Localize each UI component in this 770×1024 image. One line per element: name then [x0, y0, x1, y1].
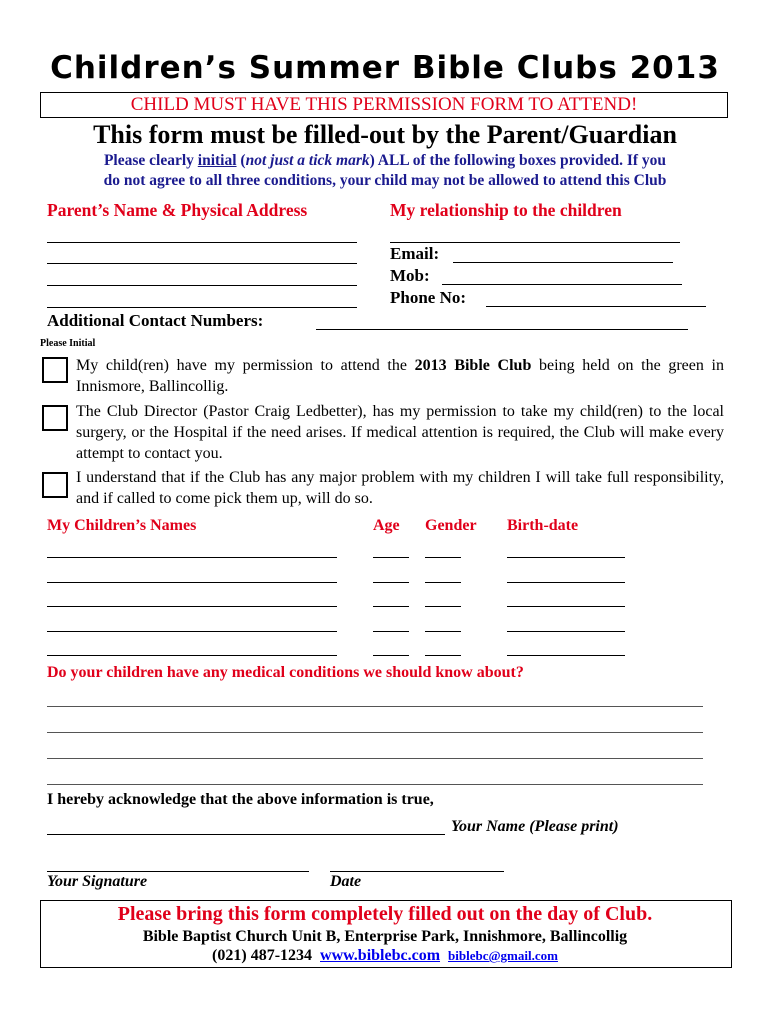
initial-box-1[interactable]: [42, 357, 68, 383]
child-birthdate-line-4[interactable]: [507, 631, 625, 632]
medical-line-1[interactable]: [47, 706, 703, 707]
child-age-line-1[interactable]: [373, 557, 409, 558]
additional-contact-label: Additional Contact Numbers:: [47, 311, 264, 330]
phone-line[interactable]: [486, 306, 706, 307]
instructions-line-1: [0, 152, 770, 170]
phone-label: Phone No:: [390, 288, 467, 307]
medical-question: Do your children have any medical conditions we should know about?: [47, 664, 524, 681]
warning-banner: CHILD MUST HAVE THIS PERMISSION FORM TO ATTEND!: [40, 92, 728, 118]
additional-contact-line[interactable]: [316, 329, 688, 330]
child-gender-line-5[interactable]: [425, 655, 461, 656]
please-initial-label: Please Initial: [40, 338, 96, 349]
child-age-line-3[interactable]: [373, 606, 409, 607]
date-label: Date: [330, 873, 362, 890]
instr-pre: Please clearly: [103, 152, 198, 169]
child-name-line-1[interactable]: [47, 557, 337, 558]
age-label: Age: [373, 517, 400, 534]
child-birthdate-line-5[interactable]: [507, 655, 625, 656]
signature-label: Your Signature: [47, 873, 148, 890]
instr-mid1: (: [236, 152, 246, 169]
instr-mid2: ) ALL of the following boxes provided. If you: [369, 152, 667, 169]
footer-address: Bible Baptist Church Unit B, Enterprise Park, Innishmore, Ballincollig: [142, 928, 628, 945]
instr-not-tick: not just a tick mark: [245, 152, 370, 169]
child-age-line-4[interactable]: [373, 631, 409, 632]
footer-phone: (021) 487-1234: [212, 947, 313, 964]
form-subtitle: This form must be filled-out by the Parent/Guardian: [93, 120, 677, 149]
child-name-line-3[interactable]: [47, 606, 337, 607]
child-age-line-2[interactable]: [373, 582, 409, 583]
child-birthdate-line-1[interactable]: [507, 557, 625, 558]
your-name-line[interactable]: [47, 834, 445, 835]
condition-1-post: being held on the green in Innismore, Ballincollig.: [76, 357, 724, 395]
page-title: Children’s Summer Bible Clubs 2013: [50, 50, 720, 86]
email-line[interactable]: [453, 262, 673, 263]
relationship-line[interactable]: [390, 242, 680, 243]
email-label: Email:: [390, 244, 440, 263]
acknowledge-text: I hereby acknowledge that the above information is true,: [47, 791, 434, 808]
condition-1-bold: 2013 Bible Club: [414, 357, 532, 374]
condition-2-text: The Club Director (Pastor Craig Ledbetter), has my permission to take my child(ren) to the local surgery, or the Hospital if the need arises. If medical attention is required, the Club will make every attempt to contact you.: [76, 403, 724, 462]
mob-label: Mob:: [390, 266, 430, 285]
footer-contact: [0, 947, 770, 965]
child-birthdate-line-3[interactable]: [507, 606, 625, 607]
child-name-line-4[interactable]: [47, 631, 337, 632]
footer-website-link[interactable]: www.biblebc.com: [320, 947, 441, 964]
child-age-line-5[interactable]: [373, 655, 409, 656]
mob-line[interactable]: [442, 284, 682, 285]
relationship-label: My relationship to the children: [390, 200, 622, 220]
date-line[interactable]: [330, 871, 504, 872]
condition-3-text: I understand that if the Club has any major problem with my children I will take full responsibility, and if called to come pick them up, will do so.: [76, 469, 724, 507]
address-line-4[interactable]: [47, 307, 357, 308]
child-gender-line-3[interactable]: [425, 606, 461, 607]
child-name-line-2[interactable]: [47, 582, 337, 583]
address-line-1[interactable]: [47, 242, 357, 243]
condition-1-pre: My child(ren) have my permission to attend the: [76, 357, 415, 374]
footer-bring-text: Please bring this form completely filled out on the day of Club.: [117, 903, 653, 925]
your-name-label: Your Name (Please print): [451, 818, 619, 835]
child-name-line-5[interactable]: [47, 655, 337, 656]
child-gender-line-4[interactable]: [425, 631, 461, 632]
address-line-3[interactable]: [47, 285, 357, 286]
medical-line-3[interactable]: [47, 758, 703, 759]
gender-label: Gender: [425, 517, 477, 534]
initial-box-3[interactable]: [42, 472, 68, 498]
condition-1-text: [76, 355, 724, 397]
instructions-line-2: do not agree to all three conditions, your child may not be allowed to attend this Club: [103, 172, 667, 189]
signature-line[interactable]: [47, 871, 309, 872]
instr-initial: initial: [197, 152, 237, 169]
child-birthdate-line-2[interactable]: [507, 582, 625, 583]
parent-name-address-label: Parent’s Name & Physical Address: [47, 200, 308, 220]
medical-line-4[interactable]: [47, 784, 703, 785]
child-gender-line-2[interactable]: [425, 582, 461, 583]
child-gender-line-1[interactable]: [425, 557, 461, 558]
children-names-label: My Children’s Names: [47, 517, 197, 534]
initial-box-2[interactable]: [42, 405, 68, 431]
address-line-2[interactable]: [47, 263, 357, 264]
birthdate-label: Birth-date: [507, 517, 579, 534]
footer-email-link[interactable]: biblebc@gmail.com: [448, 948, 558, 963]
medical-line-2[interactable]: [47, 732, 703, 733]
